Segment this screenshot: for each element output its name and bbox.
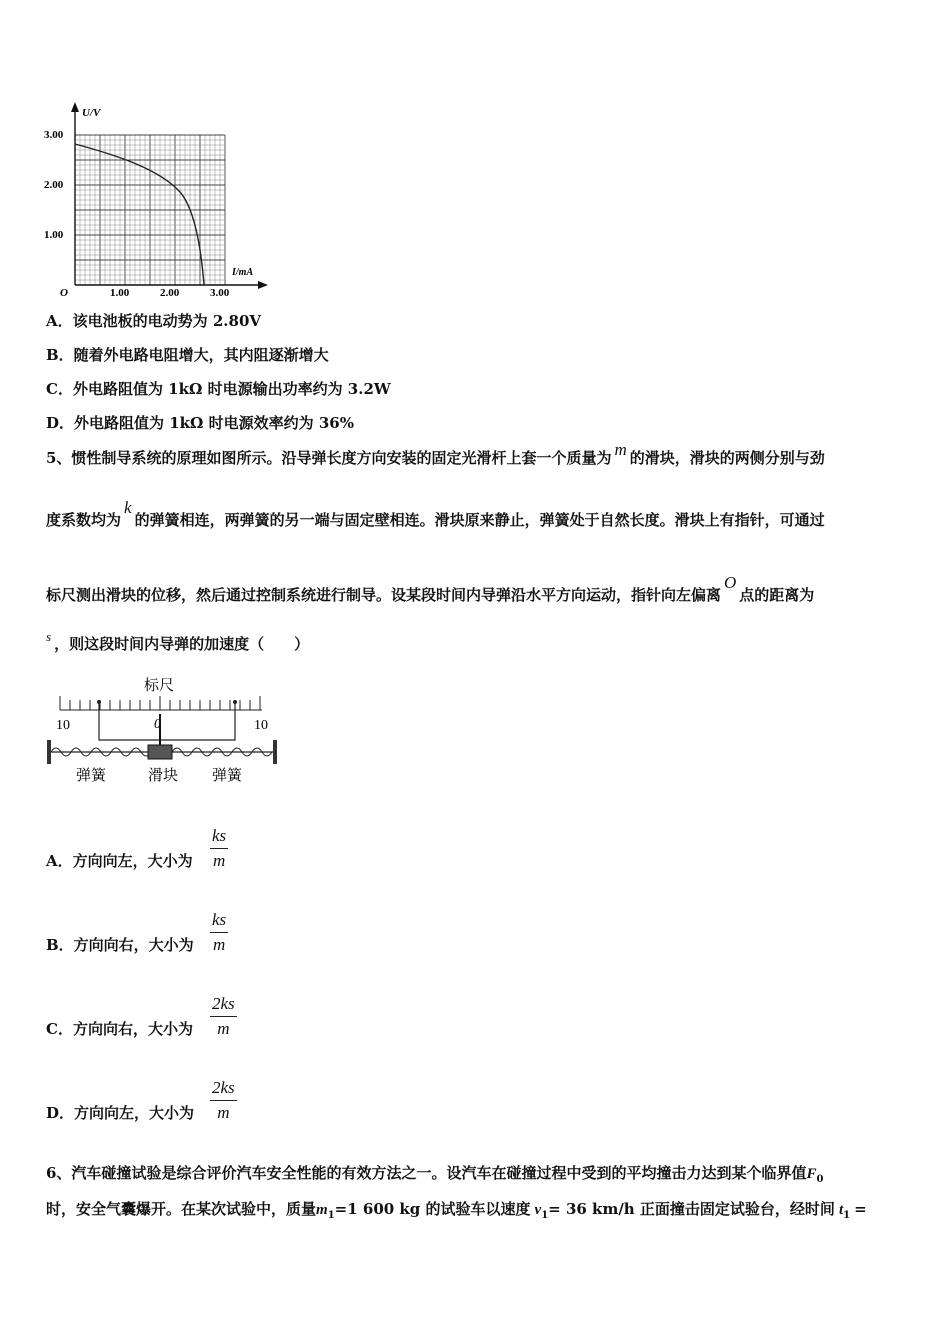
var-k: k (124, 498, 132, 517)
fraction-denominator: m (217, 1103, 230, 1122)
q5-option-c: C．方向向右，大小为 (46, 1020, 193, 1038)
spring-left-label: 弹簧 (76, 768, 107, 784)
slider-block (148, 745, 172, 759)
scale-center-zero: 0 (154, 717, 161, 732)
x-tick: 3.00 (210, 287, 230, 299)
q4-option-d: D．外电路阻值为 1kΩ 时电源效率约为 36% (46, 414, 354, 432)
q6-line-1 (46, 1163, 823, 1190)
var-O: O (724, 573, 737, 592)
q6-line-2 (46, 1199, 867, 1226)
var-m1: m (316, 1202, 328, 1218)
right-wall (273, 740, 277, 764)
left-wall (47, 740, 51, 764)
slider-label: 滑块 (148, 768, 179, 784)
var-F-subscript: 0 (816, 1174, 824, 1185)
q4-option-c: C．外电路阻值为 1kΩ 时电源输出功率约为 3.2W (46, 380, 391, 398)
fraction-numerator: 2ks (210, 1078, 237, 1101)
fraction-numerator: 2ks (210, 994, 237, 1017)
y-tick: 3.00 (44, 129, 64, 141)
graph-grid (75, 135, 225, 285)
q5-option-c-fraction (210, 994, 237, 1039)
q5-text: 标尺测出滑块的位移，然后通过控制系统进行制导。设某段时间内导弹沿水平方向运动，指针向左偏离 (46, 586, 722, 604)
y-tick: 1.00 (44, 229, 64, 241)
var-v1-subscript: 1 (541, 1210, 549, 1221)
var-m: m (614, 440, 627, 459)
q5-line-4 (46, 629, 310, 655)
q5-option-a-fraction (210, 826, 228, 871)
fraction-denominator: m (212, 851, 226, 870)
origin-label: O (60, 287, 68, 299)
x-axis-arrow (258, 281, 268, 289)
q5-option-b: B．方向向右，大小为 (46, 936, 194, 954)
fraction-numerator: ks (210, 910, 228, 933)
var-s: s (46, 629, 52, 644)
spring-right-label: 弹簧 (212, 768, 243, 784)
q6-text: =1 600 kg 的试验车以速度 (334, 1200, 531, 1218)
q5-text: 度系数均为 (46, 511, 122, 529)
q5-option-a: A．方向向左，大小为 (46, 852, 193, 870)
fraction-denominator: m (212, 935, 226, 954)
var-v1: v (534, 1202, 542, 1218)
u-i-graph (40, 100, 270, 300)
pointer-bracket (99, 702, 235, 740)
q5-line-2 (46, 498, 825, 530)
guidance-figure (44, 672, 284, 787)
q4-option-b: B．随着外电路电阻增大，其内阻逐渐增大 (46, 346, 329, 364)
q6-text: = 36 km/h 正面撞击固定试验台，经时间 (548, 1200, 835, 1218)
x-axis-label: I/mA (232, 267, 254, 278)
y-axis-arrow (71, 102, 79, 112)
fraction-numerator: ks (210, 826, 228, 849)
q5-line-3 (46, 573, 815, 605)
q5-option-b-fraction (210, 910, 228, 955)
x-tick: 1.00 (110, 287, 130, 299)
var-m1-subscript: 1 (327, 1210, 335, 1221)
q5-text: 点的距离为 (739, 586, 815, 604)
scale-left-number: 10 (56, 718, 70, 733)
q5-text: ，则这段时间内导弹的加速度（ ） (54, 635, 310, 653)
x-tick: 2.00 (160, 287, 180, 299)
q5-line-1 (46, 440, 825, 468)
scale-ticks (60, 696, 260, 710)
q5-option-d: D．方向向左，大小为 (46, 1104, 195, 1122)
q5-text: 的弹簧相连，两弹簧的另一端与固定壁相连。滑块原来静止，弹簧处于自然长度。滑块上有指针，可通过 (134, 511, 825, 529)
y-tick: 2.00 (44, 179, 64, 191)
q5-text: 5、惯性制导系统的原理如图所示。沿导弹长度方向安装的固定光滑杆上套一个质量为 (46, 449, 612, 467)
scale-label: 标尺 (144, 678, 175, 694)
scale-right-number: 10 (254, 718, 268, 733)
var-t1-subscript: 1 (843, 1210, 851, 1221)
var-t1: t (838, 1202, 844, 1218)
q6-text: 时，安全气囊爆开。在某次试验中，质量 (46, 1200, 317, 1218)
q5-text: 的滑块，滑块的两侧分别与劲 (629, 449, 825, 467)
q5-option-d-fraction (210, 1078, 237, 1123)
fraction-denominator: m (217, 1019, 230, 1038)
y-axis-label: U/V (82, 107, 101, 119)
q6-text: = (854, 1200, 867, 1218)
q4-option-a: A．该电池板的电动势为 2.80V (46, 312, 262, 330)
q6-text: 6、汽车碰撞试验是综合评价汽车安全性能的有效方法之一。设汽车在碰撞过程中受到的平均撞击力达到某个临界值 (46, 1164, 807, 1182)
var-F: F (806, 1166, 817, 1182)
